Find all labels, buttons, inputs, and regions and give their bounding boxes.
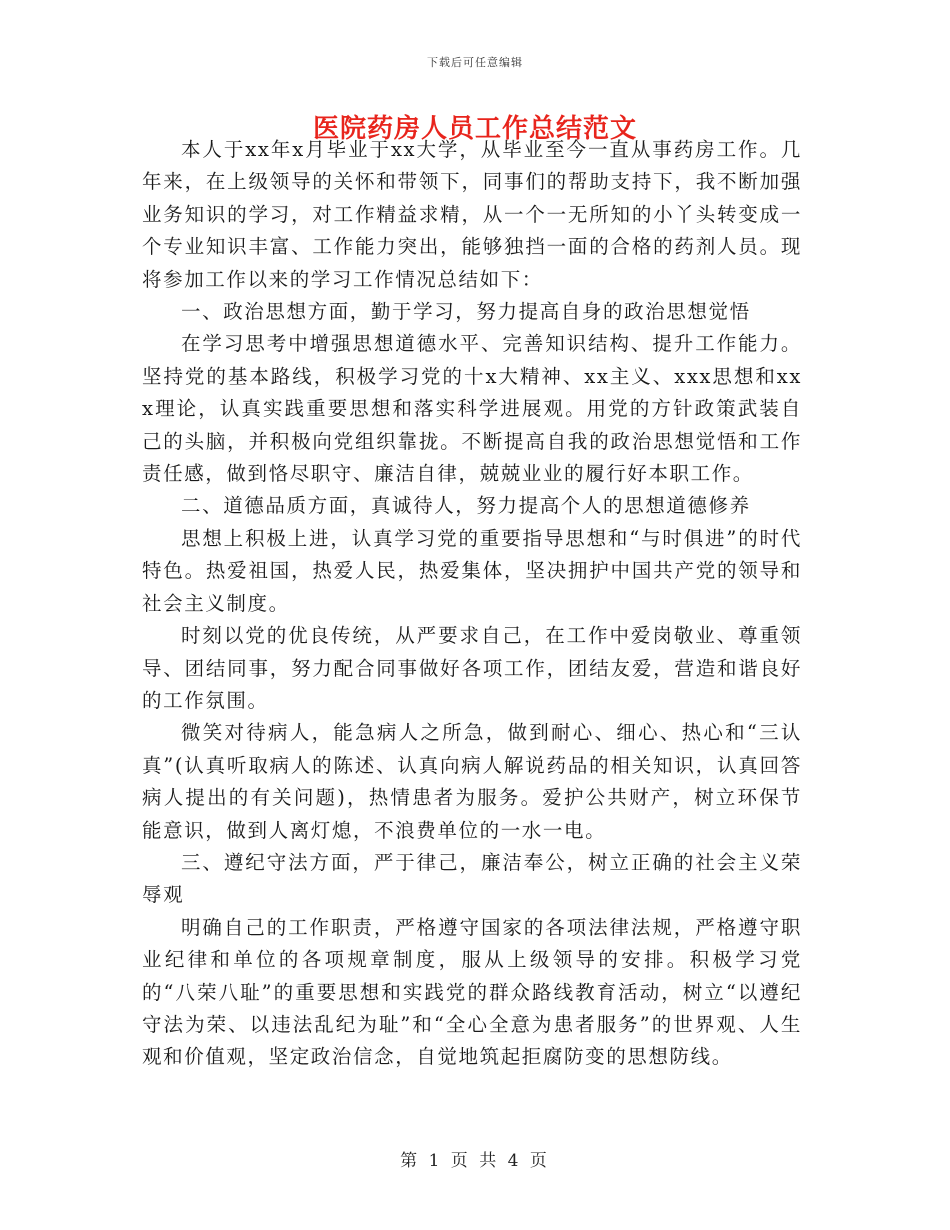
paragraph-moral-2: 时刻以党的优良传统，从严要求自己，在工作中爱岗敬业、尊重领导、团结同事，努力配合同事做好各项工作，团结友爱，营造和谐良好的工作氛围。 (142, 624, 802, 712)
paragraph-law: 明确自己的工作职责，严格遵守国家的各项法律法规，严格遵守职业纪律和单位的各项规章制度，服从上级领导的安排。积极学习党的“八荣八耻”的重要思想和实践党的群众路线教育活动，树立“以遵纪守法为荣、以违法乱纪为耻”和“全心全意为患者服务”的世界观、人生观和价值观，坚定政治信念，自觉地筑起拒腐防变的思想防线。 (142, 915, 802, 1069)
document-body (142, 134, 802, 1074)
header-note: 下载后可任意编辑 (427, 56, 523, 69)
paragraph-intro: 本人于xx年x月毕业于xx大学，从毕业至今一直从事药房工作。几年来，在上级领导的关怀和带领下，同事们的帮助支持下，我不断加强业务知识的学习，对工作精益求精，从一个一无所知的小丫头转变成一个专业知识丰富、工作能力突出，能够独挡一面的合格的药剂人员。现将参加工作以来的学习工作情况总结如下： (142, 138, 802, 291)
paragraph-political: 在学习思考中增强思想道德水平、完善知识结构、提升工作能力。坚持党的基本路线，积极学习党的十x大精神、xx主义、xxx思想和xxx理论，认真实践重要思想和落实科学进展观。用党的方针政策武装自己的头脑，并积极向党组织靠拢。不断提高自我的政治思想觉悟和工作责任感，做到恪尽职守、廉洁自律，兢兢业业的履行好本职工作。 (142, 332, 802, 486)
section-heading-moral: 二、道德品质方面，真诚待人，努力提高个人的思想道德修养 (181, 494, 751, 518)
paragraph-moral-3: 微笑对待病人，能急病人之所急，做到耐心、细心、热心和“三认真”(认真听取病人的陈述、认真向病人解说药品的相关知识，认真回答病人提出的有关问题)，热情患者为服务。爱护公共财产，树立环保节能意识，做到人离灯熄，不浪费单位的一水一电。 (142, 721, 802, 842)
document-title: 医院药房人员工作总结范文 (312, 114, 637, 144)
paragraph-moral-1: 思想上积极上进，认真学习党的重要指导思想和“与时俱进”的时代特色。热爱祖国，热爱人民，热爱集体，坚决拥护中国共产党的领导和社会主义制度。 (142, 526, 802, 615)
section-heading-political: 一、政治思想方面，勤于学习，努力提高自身的政治思想觉悟 (181, 300, 751, 324)
page-number: 第 1 页 共 4 页 (400, 1151, 550, 1171)
section-heading-law: 三、遵纪守法方面，严于律己，廉洁奉公，树立正确的社会主义荣辱观 (142, 850, 802, 907)
